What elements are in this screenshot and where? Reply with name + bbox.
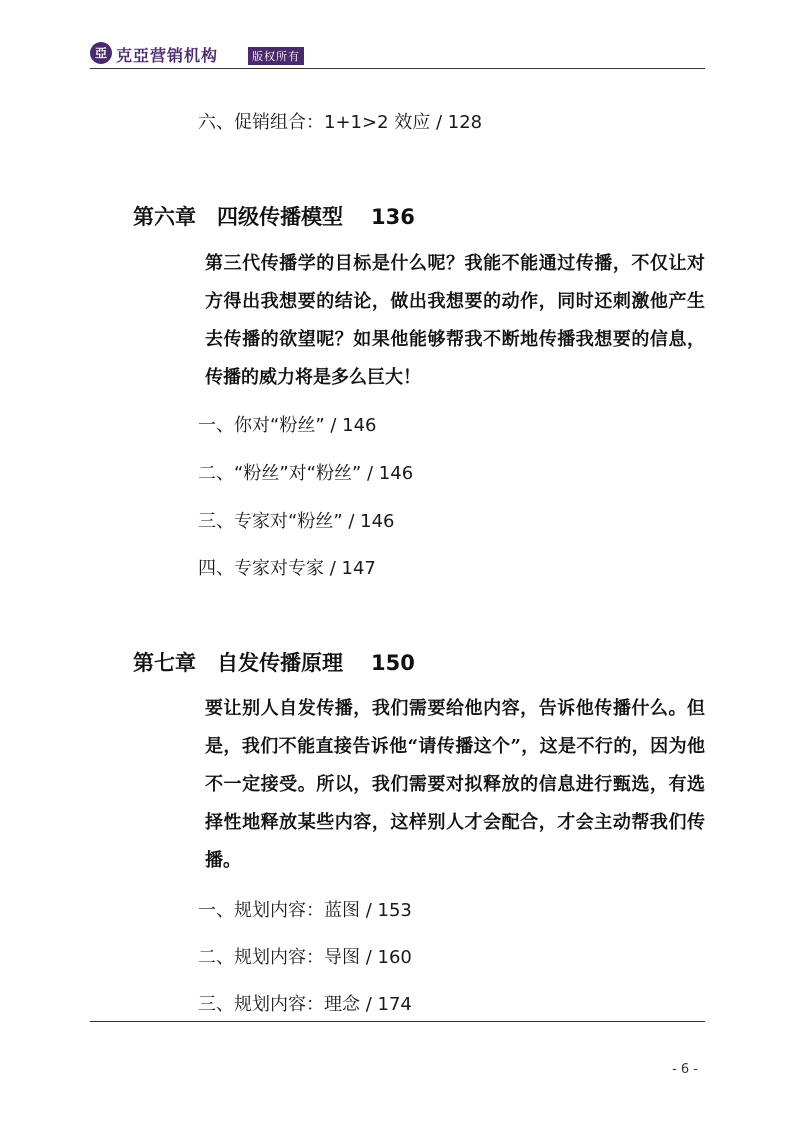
chapter-page: 136 <box>371 205 415 229</box>
chapter-page: 150 <box>371 651 415 675</box>
chapter-heading[interactable] <box>133 647 415 677</box>
toc-item[interactable]: 二、“粉丝”对“粉丝” / 146 <box>198 463 414 484</box>
page-number: - 6 - <box>672 1062 698 1077</box>
toc-item[interactable]: 三、规划内容：理念 / 174 <box>198 994 412 1015</box>
toc-item[interactable]: 一、你对“粉丝” / 146 <box>198 415 377 436</box>
chapter-summary: 第三代传播学的目标是什么呢？我能不能通过传播，不仅让对方得出我想要的结论，做出我想要的动作，同时还刺激他产生去传播的欲望呢？如果他能够帮我不断地传播我想要的信息，传播的威力将是多么巨大！ <box>205 253 705 388</box>
toc-item[interactable]: 一、规划内容：蓝图 / 153 <box>198 900 412 921</box>
toc-item[interactable]: 六、促销组合：1+1>2 效应 / 128 <box>198 112 483 133</box>
org-name: 克亞营销机构 <box>116 46 219 65</box>
toc-item[interactable]: 二、规划内容：导图 / 160 <box>198 947 412 968</box>
copyright-tag: 版权所有 <box>248 47 304 65</box>
chapter-title: 第七章 自发传播原理 <box>133 651 343 675</box>
chapter-heading[interactable] <box>133 201 415 231</box>
page-header <box>90 40 705 68</box>
toc-item[interactable]: 四、专家对专家 / 147 <box>198 558 376 579</box>
toc-item[interactable]: 三、专家对“粉丝” / 146 <box>198 511 395 532</box>
header-divider <box>90 68 705 69</box>
org-logo-icon: 亞 <box>90 42 112 64</box>
chapter-title: 第六章 四级传播模型 <box>133 205 343 229</box>
chapter-summary: 要让别人自发传播，我们需要给他内容，告诉他传播什么。但是，我们不能直接告诉他“请传播这个”，这是不行的，因为他不一定接受。所以，我们需要对拟释放的信息进行甄选，有选择性地释放某些内容，这样别人才会配合，才会主动帮我们传播。 <box>205 698 705 871</box>
footer-divider <box>90 1021 705 1022</box>
